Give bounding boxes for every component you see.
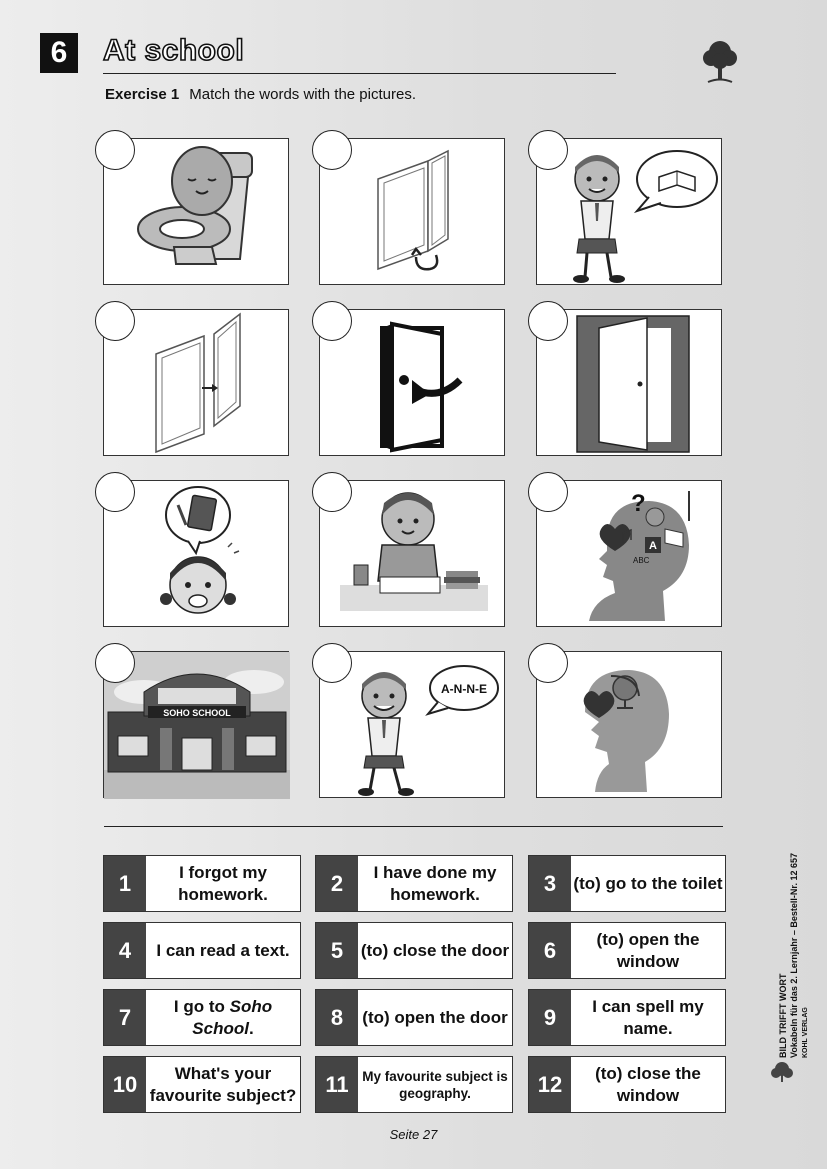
toilet-icon <box>104 139 290 286</box>
section-divider <box>104 826 723 827</box>
head-subjects-icon <box>537 481 723 628</box>
phrase-box-9 <box>528 989 726 1046</box>
phrase-text: I can read a text. <box>156 940 290 960</box>
phrase-text: My favourite subject is geography. <box>362 1068 508 1101</box>
school-building-icon <box>104 652 290 799</box>
open-door-icon <box>537 310 723 457</box>
phrase-text: (to) close the window <box>595 1063 701 1105</box>
svg-text:A: A <box>649 540 657 552</box>
opening-window-icon <box>104 310 290 457</box>
answer-circle[interactable] <box>95 472 135 512</box>
title-rule <box>103 73 616 74</box>
school-sign: SOHO SCHOOL <box>163 708 231 718</box>
girl-forgot-homework-icon <box>104 481 290 628</box>
phrase-box-8 <box>315 989 513 1046</box>
answer-circle[interactable] <box>95 643 135 683</box>
order-number: Bestell-Nr. 12 657 <box>789 853 799 928</box>
phrase-text: I have done my homework. <box>373 862 497 904</box>
abc-label: ABC <box>633 556 650 565</box>
phrase-box-4 <box>103 922 301 979</box>
phrase-box-2 <box>315 855 513 912</box>
page-number: Seite 27 <box>389 1127 438 1142</box>
answer-circle[interactable] <box>312 472 352 512</box>
answer-circle[interactable] <box>528 301 568 341</box>
side-imprint <box>778 853 811 1058</box>
phrase-text-italic: Soho School <box>192 996 273 1038</box>
phrase-number: 4 <box>104 923 146 978</box>
phrase-box-1 <box>103 855 301 912</box>
answer-circle[interactable] <box>312 301 352 341</box>
phrase-number: 8 <box>316 990 358 1045</box>
phrase-box-6 <box>528 922 726 979</box>
product-subtitle: Vokabeln für das 2. Lernjahr <box>789 937 799 1058</box>
product-line: BILD TRIFFT WORT <box>778 973 788 1058</box>
tree-logo-icon <box>700 38 740 84</box>
instruction-text: Match the words with the pictures. <box>189 86 416 103</box>
phrase-number: 1 <box>104 856 146 911</box>
publisher-name: KOHL VERLAG <box>802 1007 809 1058</box>
svg-text:?: ? <box>631 490 646 517</box>
phrase-text: (to) close the door <box>360 940 510 960</box>
phrase-box-12 <box>528 1056 726 1113</box>
phrase-number: 12 <box>529 1057 571 1112</box>
phrase-text: (to) open the door <box>362 1007 508 1027</box>
phrase-text: What's your favourite subject? <box>149 1063 297 1105</box>
phrase-number: 11 <box>316 1057 358 1112</box>
answer-circle[interactable] <box>528 130 568 170</box>
phrase-box-3 <box>528 855 726 912</box>
answer-circle[interactable] <box>528 643 568 683</box>
phrase-box-5 <box>315 922 513 979</box>
page-title: At school <box>103 34 245 67</box>
chapter-number: 6 <box>40 33 78 73</box>
phrase-number: 10 <box>104 1057 146 1112</box>
answer-circle[interactable] <box>95 301 135 341</box>
imprint-separator: – <box>789 930 799 936</box>
exercise-label: Exercise 1 <box>105 86 180 103</box>
phrase-box-10 <box>103 1056 301 1113</box>
phrase-text-suffix: . <box>248 1018 254 1038</box>
answer-circle[interactable] <box>95 130 135 170</box>
phrase-number: 2 <box>316 856 358 911</box>
phrase-number: 5 <box>316 923 358 978</box>
phrase-text: (to) open the window <box>596 929 700 971</box>
phrase-text-prefix: I go to <box>173 996 225 1016</box>
phrase-text: I can spell my name. <box>592 996 704 1038</box>
phrase-box-7 <box>103 989 301 1046</box>
phrase-text <box>146 990 300 1045</box>
answer-circle[interactable] <box>312 643 352 683</box>
publisher-logo-icon <box>770 1060 804 1084</box>
phrase-number: 6 <box>529 923 571 978</box>
spelling-bubble-text: A-N-N-E <box>441 682 487 696</box>
girl-reading-icon <box>537 139 723 286</box>
phrase-number: 9 <box>529 990 571 1045</box>
exercise-instruction <box>105 86 416 103</box>
phrase-number: 3 <box>529 856 571 911</box>
answer-circle[interactable] <box>528 472 568 512</box>
phrase-text: (to) go to the toilet <box>573 873 723 893</box>
head-geography-icon <box>537 652 723 799</box>
answer-circle[interactable] <box>312 130 352 170</box>
phrase-text: I forgot my homework. <box>178 862 268 904</box>
phrase-box-11 <box>315 1056 513 1113</box>
phrase-number: 7 <box>104 990 146 1045</box>
